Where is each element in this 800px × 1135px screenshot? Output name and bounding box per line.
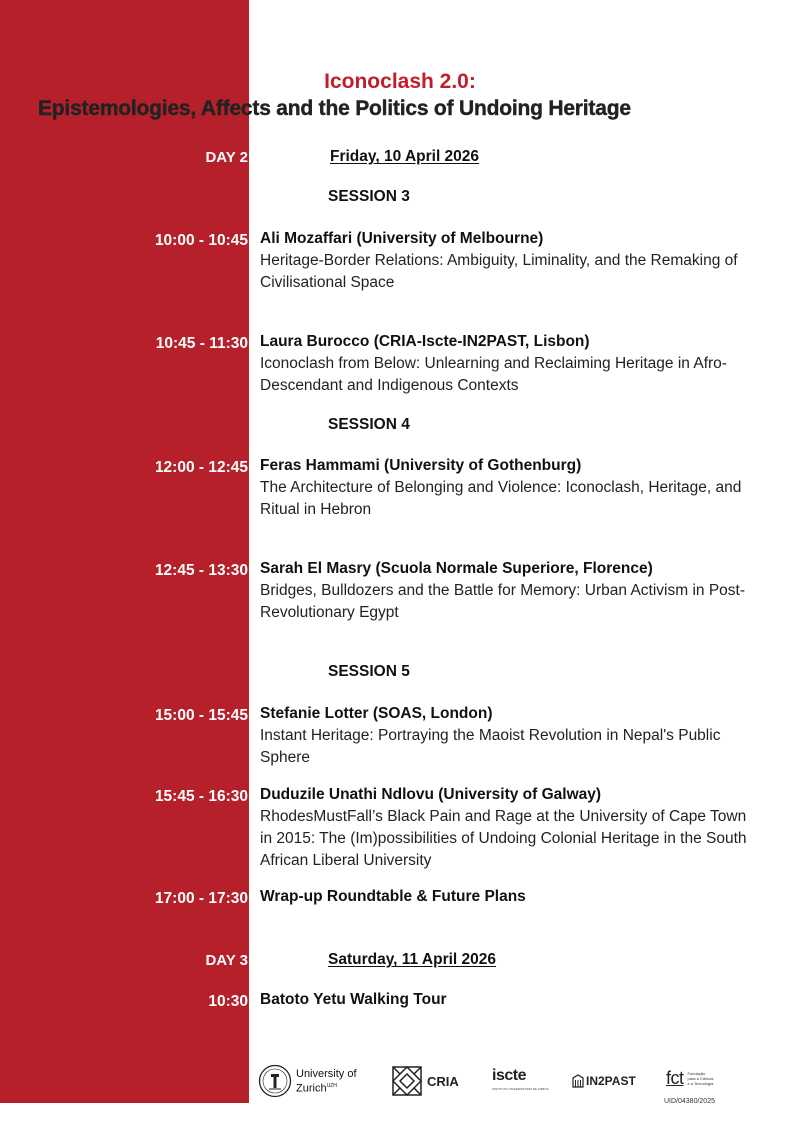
- uid-code: UID/04380/2025: [664, 1098, 715, 1105]
- fct-name: fct: [666, 1068, 684, 1088]
- day3-date: Saturday, 11 April 2026: [328, 951, 497, 968]
- talk-title: RhodesMustFall’s Black Pain and Rage at the University of Cape Town in 2015: The (Im)possibilities of Undoing Colonial Heritage in the South African Liberal University: [260, 808, 747, 869]
- day3-event: [260, 989, 770, 1011]
- talk-title: Heritage-Border Relations: Ambiguity, Liminality, and the Remaking of Civilisational Space: [260, 252, 738, 291]
- iscte-subtitle: INSTITUTO UNIVERSITÁRIO DE LISBOA: [492, 1087, 549, 1091]
- session-4-heading: SESSION 4: [328, 416, 410, 433]
- talk-entry: [260, 558, 770, 624]
- talk-speaker: Stefanie Lotter (SOAS, London): [260, 705, 493, 722]
- day2-label: DAY 2: [205, 149, 248, 166]
- talk-time: 15:00 - 15:45: [154, 707, 248, 724]
- uzh-name-line1: University of: [296, 1067, 357, 1080]
- cria-name: CRIA: [427, 1073, 459, 1089]
- day3-label: DAY 3: [205, 952, 248, 969]
- cria-pattern-icon: [392, 1066, 422, 1096]
- talk-time: 10:45 - 11:30: [155, 335, 248, 352]
- roundtable-label: Wrap-up Roundtable & Future Plans: [260, 888, 526, 905]
- talk-entry: [260, 886, 770, 908]
- talk-speaker: Feras Hammami (University of Gothenburg): [260, 457, 582, 474]
- fct-subtitle-2: para a Ciência: [687, 1076, 714, 1081]
- talk-entry: [260, 455, 770, 521]
- talk-title: Instant Heritage: Portraying the Maoist Revolution in Nepal's Public Sphere: [260, 727, 721, 766]
- talk-entry: [260, 228, 770, 294]
- talk-time: 17:00 - 17:30: [154, 890, 248, 907]
- iscte-name: iscte: [492, 1067, 526, 1084]
- talk-entry: [260, 784, 760, 872]
- partner-logos: [258, 1062, 758, 1102]
- talk-speaker: Laura Burocco (CRIA-Iscte-IN2PAST, Lisbon): [260, 333, 590, 350]
- talk-title: Iconoclash from Below: Unlearning and Reclaiming Heritage in Afro-Descendant and Indigenous Contexts: [260, 355, 727, 394]
- uzh-name-line2: Zurich: [296, 1082, 327, 1095]
- in2past-name: IN2PAST: [586, 1074, 636, 1088]
- session-5-heading: SESSION 5: [328, 663, 410, 680]
- in2past-building-icon: [572, 1074, 584, 1088]
- talk-time: 12:45 - 13:30: [154, 562, 248, 579]
- uzh-logo: [258, 1064, 357, 1098]
- fct-subtitle-3: e a Tecnologia: [687, 1081, 714, 1086]
- in2past-logo: [572, 1074, 636, 1088]
- uzh-seal-icon: [258, 1064, 292, 1098]
- talk-speaker: Ali Mozaffari (University of Melbourne): [260, 230, 544, 247]
- talk-speaker: Sarah El Masry (Scuola Normale Superiore, Florence): [260, 560, 653, 577]
- talk-title: Bridges, Bulldozers and the Battle for Memory: Urban Activism in Post-Revolutionary Egypt: [260, 582, 746, 621]
- day2-date: Friday, 10 April 2026: [330, 148, 480, 165]
- talk-entry: [260, 331, 770, 397]
- day3-time: 10:30: [208, 993, 248, 1010]
- talk-entry: [260, 703, 770, 769]
- talk-time: 10:00 - 10:45: [154, 232, 248, 249]
- cria-logo: [392, 1066, 459, 1096]
- uzh-abbrev: UZH: [326, 1082, 337, 1089]
- talk-time: 15:45 - 16:30: [154, 788, 248, 805]
- session-3-heading: SESSION 3: [328, 188, 410, 205]
- event-subtitle: Epistemologies, Affects and the Politics of Undoing Heritage: [38, 97, 631, 120]
- walking-tour-label: Batoto Yetu Walking Tour: [260, 991, 447, 1008]
- event-title: Iconoclash 2.0:: [324, 70, 476, 93]
- talk-speaker: Duduzile Unathi Ndlovu (University of Galway): [260, 786, 602, 803]
- fct-logo: [666, 1068, 713, 1089]
- talk-title: The Architecture of Belonging and Violence: Iconoclash, Heritage, and Ritual in Hebron: [260, 479, 742, 518]
- iscte-logo: [492, 1068, 549, 1091]
- fct-subtitle-1: Fundação: [687, 1071, 706, 1076]
- talk-time: 12:00 - 12:45: [154, 459, 248, 476]
